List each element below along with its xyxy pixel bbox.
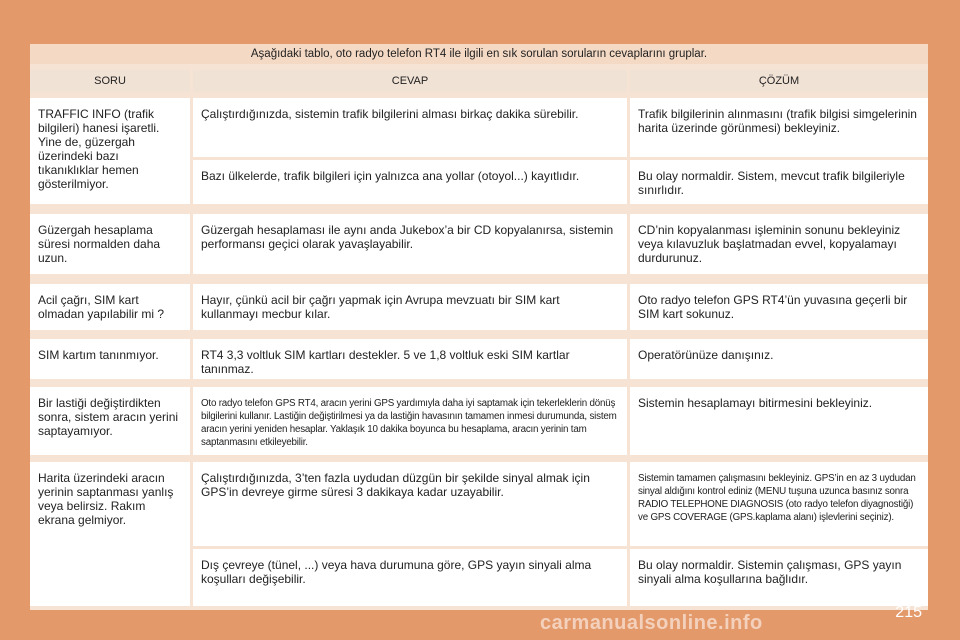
answer-cell: Bazı ülkelerde, trafik bilgileri için yalnızca ana yollar (otoyol...) kayıtlıdır.	[193, 160, 627, 204]
answer-cell: Çalıştırdığınızda, sistemin trafik bilgilerini alması birkaç dakika sürebilir.	[193, 98, 627, 157]
question-cell: Bir lastiği değiştirdikten sonra, sistem aracın yerini saptayamıyor.	[30, 387, 190, 455]
answer-cell: RT4 3,3 voltluk SIM kartları destekler. 5 ve 1,8 voltluk eski SIM kartlar tanınmaz.	[193, 339, 627, 379]
solution-cell: Bu olay normaldir. Sistemin çalışması, GPS yayın sinyali alma koşullarına bağlıdır.	[630, 549, 928, 606]
header-solution: ÇÖZÜM	[630, 70, 928, 92]
page-number: 215	[895, 604, 922, 621]
solution-cell: Sistemin hesaplamayı bitirmesini bekleyiniz.	[630, 387, 928, 455]
solution-cell: Sistemin tamamen çalışmasını bekleyiniz. GPS’in en az 3 uydudan sinyal aldığını kontrol ediniz (MENU tuşuna uzunca basınız sonra RADIO TELEPHONE DIAGNOSIS (oto radyo telefon diyagnostiği) ve GPS COVERAGE (GPS.kaplama alanı) işlevlerini seçiniz).	[630, 462, 928, 546]
question-cell: Harita üzerindeki aracın yerinin saptanması yanlış veya belirsiz. Rakım ekrana gelmiyor.	[30, 462, 190, 606]
table-caption: Aşağıdaki tablo, oto radyo telefon RT4 ile ilgili en sık sorulan soruların cevaplarını gruplar.	[30, 44, 928, 64]
question-cell: TRAFFIC INFO (trafik bilgileri) hanesi işaretli. Yine de, güzergah üzerindeki bazı tıkanıklıklar hemen gösterilmiyor.	[30, 98, 190, 204]
answer-cell: Oto radyo telefon GPS RT4, aracın yerini GPS yardımıyla daha iyi saptamak için tekerleklerin dönüş bilgilerini kullanır. Lastiğin değiştirilmesi ya da lastiğin havasının tamamen inmesi durumunda, sistem aracın yerini yeniden hesaplar. Yaklaşık 10 dakika boyunca bu hesaplama, aracın yerinin tam saptanmasını etkileyebilir.	[193, 387, 627, 455]
question-cell: SIM kartım tanınmıyor.	[30, 339, 190, 379]
answer-cell: Güzergah hesaplaması ile aynı anda Jukebox’a bir CD kopyalanırsa, sistemin performansı geçici olarak yavaşlayabilir.	[193, 214, 627, 274]
answer-cell: Hayır, çünkü acil bir çağrı yapmak için Avrupa mevzuatı bir SIM kart kullanmayı mecbur kılar.	[193, 284, 627, 330]
header-question: SORU	[30, 70, 190, 92]
question-cell: Acil çağrı, SIM kart olmadan yapılabilir mi ?	[30, 284, 190, 330]
solution-cell: Operatörünüze danışınız.	[630, 339, 928, 379]
solution-cell: CD’nin kopyalanması işleminin sonunu bekleyiniz veya kılavuzluk başlatmadan evvel, kopyalamayı durdurunuz.	[630, 214, 928, 274]
solution-cell: Trafik bilgilerinin alınmasını (trafik bilgisi simgelerinin harita üzerinde görünmesi) bekleyiniz.	[630, 98, 928, 157]
header-answer: CEVAP	[193, 70, 627, 92]
answer-cell: Çalıştırdığınızda, 3’ten fazla uydudan düzgün bir şekilde sinyal almak için GPS’in devreye girme süresi 3 dakikaya kadar uzayabilir.	[193, 462, 627, 546]
solution-cell: Bu olay normaldir. Sistem, mevcut trafik bilgileriyle sınırlıdır.	[630, 160, 928, 204]
answer-cell: Dış çevreye (tünel, ...) veya hava durumuna göre, GPS yayın sinyali alma koşulları değişebilir.	[193, 549, 627, 606]
question-cell: Güzergah hesaplama süresi normalden daha uzun.	[30, 214, 190, 274]
solution-cell: Oto radyo telefon GPS RT4’ün yuvasına geçerli bir SIM kart sokunuz.	[630, 284, 928, 330]
watermark: carmanualsonline.info	[540, 612, 763, 634]
